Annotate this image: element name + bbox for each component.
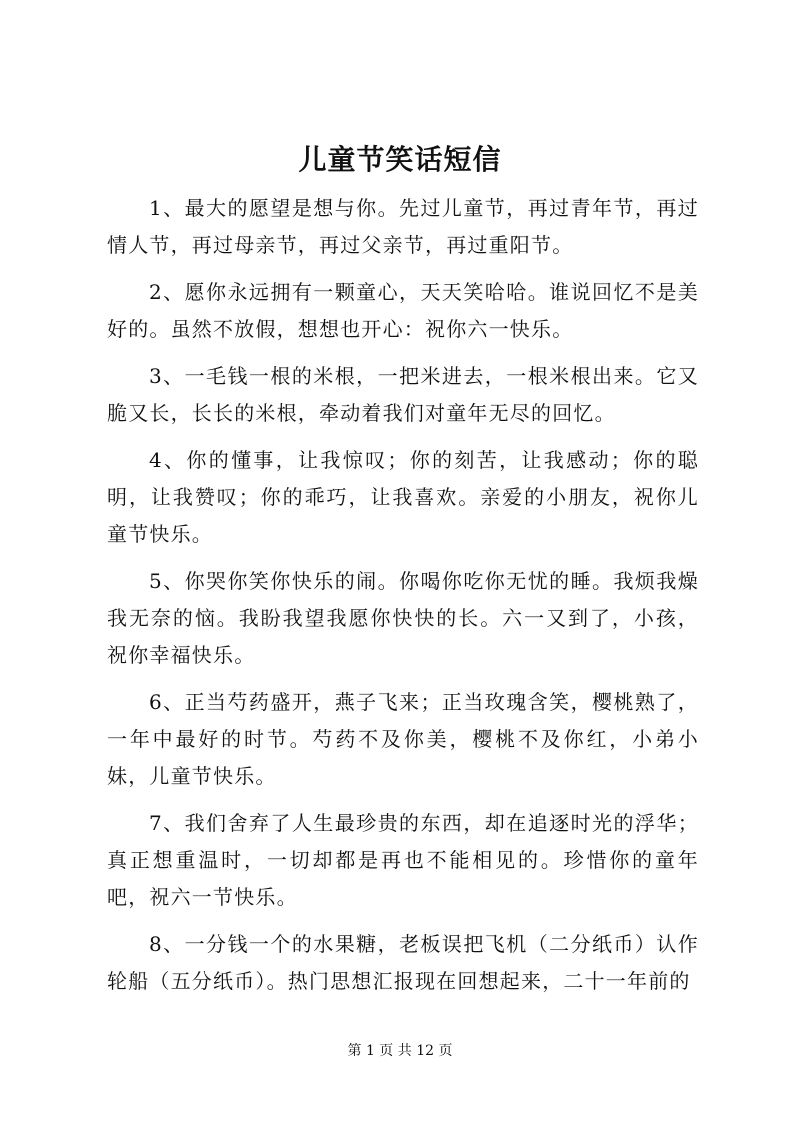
paragraph-1: 1、最大的愿望是想与你。先过儿童节，再过青年节，再过情人节，再过母亲节，再过父亲节，再过重阳节。 (107, 196, 699, 257)
paragraph-3: 3、一毛钱一根的米根，一把米进去，一根米根出来。它又脆又长，长长的米根，牵动着我们对童年无尽的回忆。 (107, 364, 699, 425)
page-number-footer: 第 1 页 共 12 页 (347, 1043, 453, 1059)
paragraph-6: 6、正当芍药盛开，燕子飞来；正当玫瑰含笑，樱桃熟了，一年中最好的时节。芍药不及你美，樱桃不及你红，小弟小妹，儿童节快乐。 (107, 690, 699, 788)
paragraph-7: 7、我们舍弃了人生最珍贵的东西，却在追逐时光的浮华；真正想重温时，一切却都是再也不能相见的。珍惜你的童年吧，祝六一节快乐。 (107, 811, 699, 909)
document-title: 儿童节笑话短信 (298, 143, 502, 176)
paragraph-4: 4、你的懂事，让我惊叹；你的刻苦，让我感动；你的聪明，让我赞叹；你的乖巧，让我喜欢。亲爱的小朋友，祝你儿童节快乐。 (107, 448, 699, 546)
paragraph-8: 8、一分钱一个的水果糖，老板误把飞机（二分纸币）认作轮船（五分纸币）。热门思想汇报现在回想起来，二十一年前的 (107, 932, 699, 993)
paragraph-2: 2、愿你永远拥有一颗童心，天天笑哈哈。谁说回忆不是美好的。虽然不放假，想想也开心：祝你六一快乐。 (107, 280, 699, 341)
document-body (107, 190, 699, 1010)
paragraph-5: 5、你哭你笑你快乐的闹。你喝你吃你无忧的睡。我烦我燥我无奈的恼。我盼我望我愿你快快的长。六一又到了，小孩，祝你幸福快乐。 (107, 569, 699, 667)
